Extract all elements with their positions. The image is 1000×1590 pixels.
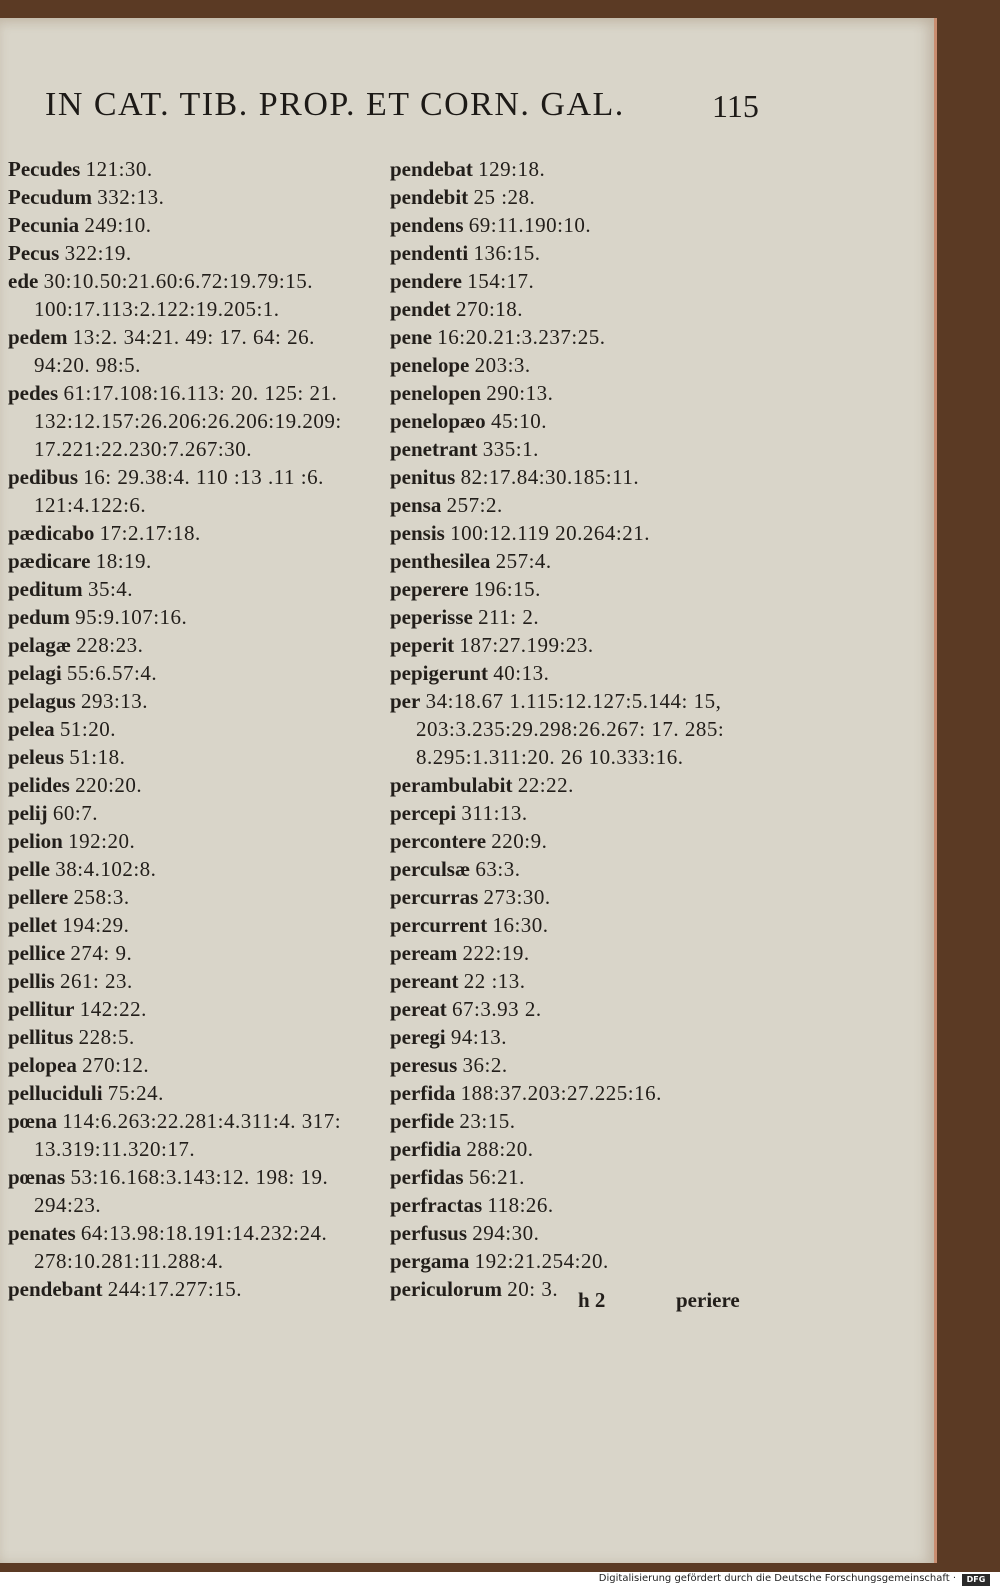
index-references: 294:30. (472, 1221, 540, 1245)
index-headword: pensis (390, 521, 445, 545)
index-entry (390, 1191, 770, 1219)
index-headword: perfusus (390, 1221, 468, 1245)
index-references: 51:20. (59, 717, 116, 741)
index-references: 121:30. (85, 157, 153, 181)
index-references: 311:13. (461, 801, 528, 825)
index-entry (390, 1163, 770, 1191)
index-entry (390, 491, 770, 519)
index-headword: perfide (390, 1109, 455, 1133)
index-references: 142:22. (79, 997, 147, 1021)
index-entry (390, 1247, 770, 1275)
index-headword: penetrant (390, 437, 478, 461)
index-headword: periculorum (390, 1277, 502, 1301)
index-references: 55:6.57:4. (66, 661, 158, 685)
index-entry (390, 995, 770, 1023)
index-references: 23:15. (459, 1109, 516, 1133)
index-entry (8, 519, 383, 547)
index-entry (390, 1135, 770, 1163)
index-references: 17:2.17:18. (99, 521, 201, 545)
index-entry (390, 883, 770, 911)
index-references: 35:4. (87, 577, 134, 601)
index-entry (8, 547, 383, 575)
index-references: 270:18. (455, 297, 524, 321)
index-entry (390, 771, 770, 799)
index-headword: pergama (390, 1249, 470, 1273)
index-entry (390, 379, 770, 407)
index-headword: pelagi (8, 661, 62, 685)
index-entry (390, 631, 770, 659)
index-headword: pendenti (390, 241, 469, 265)
index-references: 56:21. (468, 1165, 525, 1189)
index-references: 94:20. 98:5. (34, 353, 141, 377)
index-headword: pelagus (8, 689, 76, 713)
index-references: 136:15. (473, 241, 541, 265)
index-headword: pelopea (8, 1053, 77, 1077)
index-headword: pene (390, 325, 432, 349)
signature-mark: h 2 (578, 1288, 606, 1312)
index-headword: pellitur (8, 997, 75, 1021)
index-references: 38:4.102:8. (55, 857, 157, 881)
index-headword: Pecunia (8, 213, 80, 237)
index-headword: peresus (390, 1053, 458, 1077)
index-references: 36:2. (462, 1053, 508, 1077)
index-entry (8, 799, 383, 827)
index-references: 244:17.277:15. (107, 1277, 242, 1301)
index-entry (390, 967, 770, 995)
index-references: 332:13. (97, 185, 165, 209)
index-entry (8, 379, 383, 407)
index-references: 22 :13. (463, 969, 526, 993)
index-headword: perfidia (390, 1137, 462, 1161)
index-headword: pendet (390, 297, 451, 321)
dfg-logo: DFG (962, 1574, 990, 1586)
index-references: 203:3. (474, 353, 531, 377)
index-headword: Pecudum (8, 185, 92, 209)
index-references: 211: 2. (478, 605, 540, 629)
index-references: 22:22. (517, 773, 574, 797)
index-references: 121:4.122:6. (34, 493, 147, 517)
index-headword: percurrent (390, 913, 488, 937)
index-entry (390, 659, 770, 687)
index-entry (8, 771, 383, 799)
index-headword: perambulabit (390, 773, 513, 797)
index-references: 222:19. (462, 941, 530, 965)
index-entry (390, 743, 770, 771)
index-entry (8, 855, 383, 883)
index-references: 75:24. (107, 1081, 164, 1105)
index-entry (8, 1079, 383, 1107)
index-references: 16:30. (492, 913, 549, 937)
index-headword: pendebant (8, 1277, 103, 1301)
index-references: 220:9. (491, 829, 548, 853)
index-references: 228:23. (76, 633, 144, 657)
index-references: 187:27.199:23. (459, 633, 594, 657)
index-references: 322:19. (64, 241, 132, 265)
index-entry (8, 1051, 383, 1079)
index-headword: perculsæ (390, 857, 471, 881)
index-headword: pepigerunt (390, 661, 489, 685)
index-entry (390, 715, 770, 743)
index-entry (8, 743, 383, 771)
index-references: 196:15. (473, 577, 541, 601)
index-entry (390, 799, 770, 827)
index-headword: pelagæ (8, 633, 71, 657)
index-entry (8, 659, 383, 687)
index-headword: perfractas (390, 1193, 483, 1217)
index-headword: peream (390, 941, 458, 965)
index-headword: penelopen (390, 381, 482, 405)
index-column-left (8, 155, 383, 1303)
index-entry (390, 519, 770, 547)
index-headword: peperit (390, 633, 455, 657)
index-references: 129:18. (478, 157, 546, 181)
running-head: IN CAT. TIB. PROP. ET CORN. GAL. (45, 86, 625, 123)
index-headword: penthesilea (390, 549, 491, 573)
index-headword: pellet (8, 913, 57, 937)
index-entry (8, 1163, 383, 1191)
index-headword: pœnas (8, 1165, 66, 1189)
index-headword: Pecus (8, 241, 60, 265)
index-entry (8, 715, 383, 743)
index-entry (8, 491, 383, 519)
index-references: 114:6.263:22.281:4.311:4. 317: (62, 1109, 342, 1133)
index-headword: pellis (8, 969, 55, 993)
index-references: 192:21.254:20. (474, 1249, 609, 1273)
index-references: 16: 29.38:4. 110 :13 .11 :6. (83, 465, 324, 489)
index-references: 294:23. (34, 1193, 102, 1217)
index-references: 132:12.157:26.206:26.206:19.209: (34, 409, 342, 433)
footer-credit: Digitalisierung gefördert durch die Deutsche Forschungsgemeinschaft · (598, 1573, 956, 1584)
index-entry (8, 911, 383, 939)
index-entry (390, 463, 770, 491)
index-references: 249:10. (84, 213, 152, 237)
index-references: 293:13. (80, 689, 149, 713)
index-entry (8, 575, 383, 603)
index-headword: pellitus (8, 1025, 74, 1049)
index-entry (390, 855, 770, 883)
index-headword: pelle (8, 857, 50, 881)
index-headword: pelluciduli (8, 1081, 103, 1105)
index-headword: penelopæo (390, 409, 486, 433)
index-references: 257:2. (446, 493, 503, 517)
index-headword: ede (8, 269, 39, 293)
index-headword: pædicabo (8, 521, 95, 545)
index-headword: pelea (8, 717, 55, 741)
index-headword: percurras (390, 885, 479, 909)
index-entry (390, 547, 770, 575)
index-entry (8, 1023, 383, 1051)
index-entry (390, 939, 770, 967)
index-entry (8, 267, 383, 295)
index-references: 69:11.190:10. (468, 213, 592, 237)
index-entry (390, 351, 770, 379)
index-references: 270:12. (82, 1053, 150, 1077)
index-entry (390, 323, 770, 351)
index-references: 64:13.98:18.191:14.232:24. (80, 1221, 328, 1245)
index-references: 273:30. (483, 885, 551, 909)
index-references: 335:1. (482, 437, 539, 461)
index-entry (390, 267, 770, 295)
index-references: 34:18.67 1.115:12.127:5.144: 15, (425, 689, 722, 713)
index-headword: pœna (8, 1109, 58, 1133)
index-entry (390, 435, 770, 463)
index-entry (8, 1107, 383, 1135)
index-references: 40:13. (493, 661, 550, 685)
index-headword: perfidas (390, 1165, 464, 1189)
index-headword: pelion (8, 829, 63, 853)
index-headword: penelope (390, 353, 470, 377)
index-references: 228:5. (78, 1025, 135, 1049)
index-references: 16:20.21:3.237:25. (437, 325, 606, 349)
index-entry (390, 407, 770, 435)
digitization-footer (0, 1572, 1000, 1590)
index-references: 25 :28. (473, 185, 536, 209)
index-entry (8, 323, 383, 351)
index-references: 95:9.107:16. (75, 605, 188, 629)
index-headword: pendens (390, 213, 464, 237)
index-entry (390, 1219, 770, 1247)
index-entry (8, 1247, 383, 1275)
page-number: 115 (712, 88, 759, 124)
index-headword: pellice (8, 941, 66, 965)
index-entry (390, 239, 770, 267)
index-entry (390, 1107, 770, 1135)
index-references: 100:12.119 20.264:21. (450, 521, 650, 545)
index-headword: pereat (390, 997, 447, 1021)
index-headword: pereant (390, 969, 459, 993)
index-entry (390, 183, 770, 211)
index-entry (8, 687, 383, 715)
index-headword: pelides (8, 773, 70, 797)
index-headword: peregi (390, 1025, 446, 1049)
index-headword: percontere (390, 829, 487, 853)
index-entry (8, 211, 383, 239)
index-headword: pellere (8, 885, 69, 909)
index-entry (8, 1191, 383, 1219)
index-entry (8, 939, 383, 967)
index-references: 154:17. (467, 269, 535, 293)
index-entry (8, 463, 383, 491)
index-entry (8, 351, 383, 379)
index-entry (390, 603, 770, 631)
index-references: 220:20. (75, 773, 143, 797)
index-references: 188:37.203:27.225:16. (460, 1081, 662, 1105)
index-references: 67:3.93 2. (452, 997, 542, 1021)
index-entry (8, 603, 383, 631)
index-references: 13:2. 34:21. 49: 17. 64: 26. (72, 325, 315, 349)
index-references: 194:29. (62, 913, 130, 937)
index-entry (390, 911, 770, 939)
index-references: 203:3.235:29.298:26.267: 17. 285: (416, 717, 725, 741)
index-references: 63:3. (475, 857, 521, 881)
index-headword: pedibus (8, 465, 79, 489)
index-headword: pendebat (390, 157, 473, 181)
index-entry (8, 407, 383, 435)
index-headword: peditum (8, 577, 83, 601)
index-references: 17.221:22.230:7.267:30. (34, 437, 253, 461)
index-references: 192:20. (68, 829, 136, 853)
index-references: 51:18. (69, 745, 126, 769)
index-references: 274: 9. (70, 941, 133, 965)
index-references: 60:7. (52, 801, 99, 825)
index-headword: perfida (390, 1081, 456, 1105)
index-headword: percepi (390, 801, 457, 825)
index-entry (8, 827, 383, 855)
index-entry (390, 687, 770, 715)
index-entry (390, 295, 770, 323)
index-references: 18:19. (95, 549, 152, 573)
index-entry (8, 995, 383, 1023)
index-references: 288:20. (466, 1137, 534, 1161)
book-page (0, 18, 937, 1563)
index-headword: pædicare (8, 549, 91, 573)
index-references: 118:26. (487, 1193, 554, 1217)
index-headword: pensa (390, 493, 442, 517)
index-headword: pedem (8, 325, 68, 349)
index-entry (8, 631, 383, 659)
index-headword: pedum (8, 605, 70, 629)
index-entry (8, 1219, 383, 1247)
index-entry (8, 1275, 383, 1303)
index-column-right (390, 155, 770, 1303)
index-headword: penates (8, 1221, 76, 1245)
index-headword: per (390, 689, 421, 713)
index-entry (8, 295, 383, 323)
index-headword: pendebit (390, 185, 469, 209)
index-references: 8.295:1.311:20. 26 10.333:16. (416, 745, 684, 769)
index-references: 82:17.84:30.185:11. (460, 465, 640, 489)
index-entry (8, 239, 383, 267)
index-entry (390, 155, 770, 183)
index-entry (8, 183, 383, 211)
index-headword: Pecudes (8, 157, 81, 181)
index-references: 30:10.50:21.60:6.72:19.79:15. (43, 269, 314, 293)
index-entry (390, 1079, 770, 1107)
index-headword: pelij (8, 801, 48, 825)
index-entry (390, 1023, 770, 1051)
index-headword: peperisse (390, 605, 473, 629)
index-references: 45:10. (490, 409, 548, 433)
index-references: 258:3. (73, 885, 130, 909)
index-headword: peleus (8, 745, 65, 769)
index-entry (390, 211, 770, 239)
index-entry (390, 827, 770, 855)
index-headword: pedes (8, 381, 59, 405)
index-references: 290:13. (486, 381, 554, 405)
index-entry (8, 883, 383, 911)
index-entry (390, 1051, 770, 1079)
index-entry (8, 967, 383, 995)
index-references: 53:16.168:3.143:12. 198: 19. (70, 1165, 329, 1189)
index-headword: pendere (390, 269, 462, 293)
index-references: 61:17.108:16.113: 20. 125: 21. (63, 381, 338, 405)
index-entry (8, 155, 383, 183)
index-references: 261: 23. (59, 969, 133, 993)
index-entry (8, 435, 383, 463)
index-references: 94:13. (450, 1025, 507, 1049)
catchword: periere (676, 1288, 740, 1312)
index-headword: penitus (390, 465, 456, 489)
index-entry (390, 575, 770, 603)
index-references: 257:4. (495, 549, 552, 573)
index-references: 278:10.281:11.288:4. (34, 1249, 224, 1273)
index-references: 100:17.113:2.122:19.205:1. (34, 297, 280, 321)
index-references: 20: 3. (507, 1277, 559, 1301)
index-entry (8, 1135, 383, 1163)
index-references: 13.319:11.320:17. (34, 1137, 196, 1161)
index-headword: peperere (390, 577, 469, 601)
